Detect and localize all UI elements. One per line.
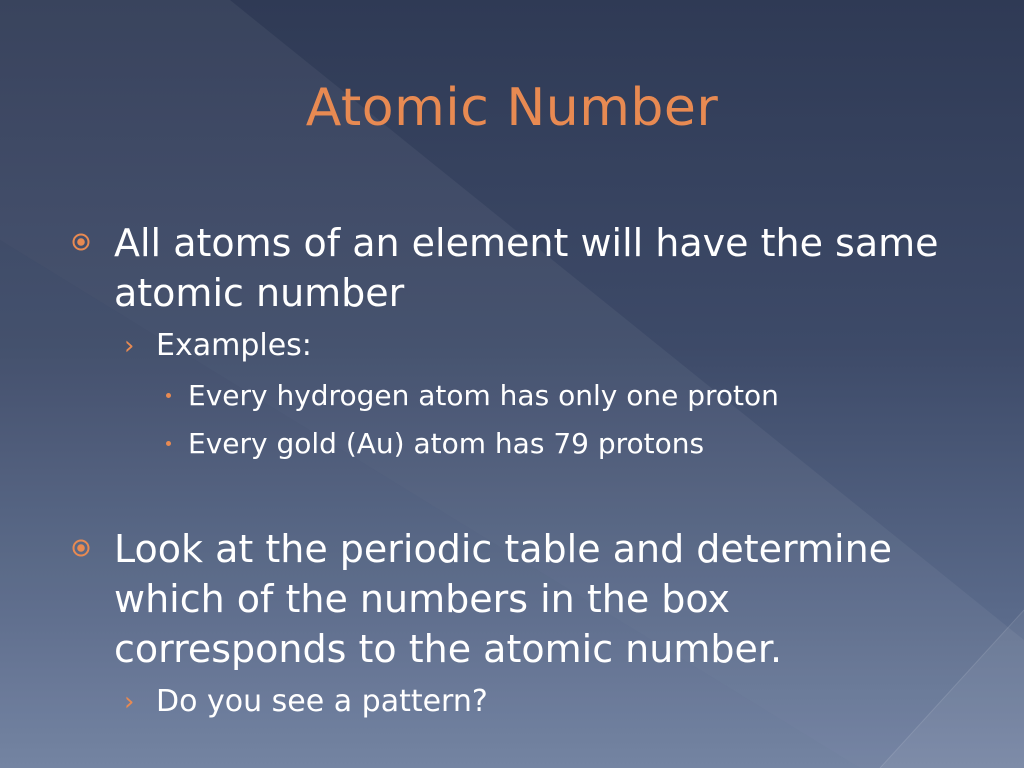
bullet-list <box>70 218 970 728</box>
dot-bullet-icon <box>166 441 171 446</box>
target-bullet-icon <box>72 233 90 251</box>
dot-bullet-icon <box>166 393 171 398</box>
sub-sub-bullet-text: Every gold (Au) atom has 79 protons <box>188 427 705 460</box>
bullet-item <box>70 218 970 468</box>
bullet-text: All atoms of an element will have the same atomic number <box>114 221 939 315</box>
sub-bullet-item <box>114 320 970 372</box>
bullet-item <box>70 524 970 728</box>
sub-bullet-text: Examples: <box>156 328 312 363</box>
slide-title: Atomic Number <box>305 78 719 138</box>
bullet-text: Look at the periodic table and determine which of the numbers in the box corresponds to the atomic number. <box>114 527 893 671</box>
chevron-right-icon: › <box>124 331 135 361</box>
chevron-right-icon: › <box>124 687 135 717</box>
sub-sub-bullet-text: Every hydrogen atom has only one proton <box>188 379 779 412</box>
target-bullet-icon <box>72 539 90 557</box>
sub-bullet-item <box>114 676 970 728</box>
sub-bullet-text: Do you see a pattern? <box>156 684 488 719</box>
sub-sub-bullet-item <box>114 372 970 420</box>
sub-sub-bullet-item <box>114 420 970 468</box>
